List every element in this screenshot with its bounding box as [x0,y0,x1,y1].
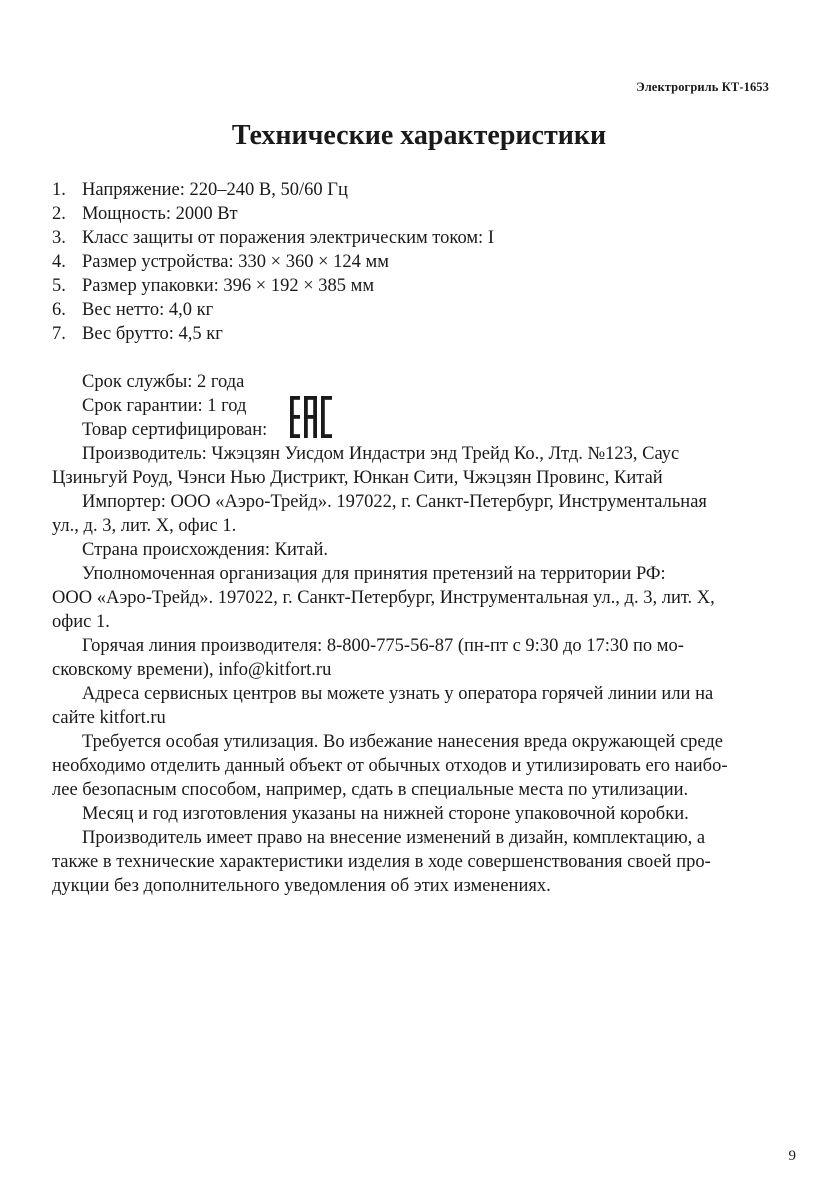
importer-line-1: Импортер: ООО «Аэро-Трейд». 197022, г. Санкт-Петербург, Инструментальная [82,492,707,512]
eac-mark-icon [290,396,332,438]
spec-item [52,298,494,322]
spec-number: 4. [52,252,66,272]
disposal-line-3: лее безопасным способом, например, сдать в специальные места по утилизации. [52,780,689,800]
rights-line-1: Производитель имеет право на внесение изменений в дизайн, комплектацию, а [82,828,706,848]
info-section [52,370,768,898]
spec-text: Класс защиты от поражения электрическим током: I [82,228,494,248]
spec-text: Вес брутто: 4,5 кг [82,324,223,344]
service-centers-line-2: сайте kitfort.ru [52,708,166,728]
manufacturer-line-2: Цзиньгуй Роуд, Чэнси Нью Дистрикт, Юнкан Сити, Чжэцзян Провинс, Китай [52,468,663,488]
spec-item [52,226,494,250]
spec-number: 5. [52,276,66,296]
manufacture-date-note: Месяц и год изготовления указаны на нижней стороне упаковочной коробки. [82,804,689,824]
page-title: Технические характеристики [231,120,607,151]
service-life: Срок службы: 2 года [82,372,245,392]
spec-item [52,178,494,202]
spec-text: Мощность: 2000 Вт [82,204,238,224]
spec-text: Напряжение: 220–240 В, 50/60 Гц [82,180,348,200]
hotline-line-2: сковскому времени), info@kitfort.ru [52,660,332,680]
spec-text: Вес нетто: 4,0 кг [82,300,214,320]
spec-item [52,250,494,274]
warranty-period: Срок гарантии: 1 год [82,396,247,416]
rights-line-2: также в технические характеристики изделия в ходе совершенствования своей про- [52,852,711,872]
rights-line-3: дукции без дополнительного уведомления об этих изменениях. [52,876,551,896]
spec-item [52,202,494,226]
authorized-line-3: офис 1. [52,612,110,632]
spec-list [52,178,494,346]
spec-number: 7. [52,324,66,344]
certified-label: Товар сертифицирован: [82,420,268,440]
spec-text: Размер устройства: 330 × 360 × 124 мм [82,252,389,272]
spec-number: 6. [52,300,66,320]
manufacturer-line-1: Производитель: Чжэцзян Уисдом Индастри энд Трейд Ко., Лтд. №123, Саус [82,444,680,464]
running-head: Электрогриль КТ-1653 [636,80,769,94]
spec-item [52,274,494,298]
country-of-origin: Страна происхождения: Китай. [82,540,328,560]
page-number: 9 [788,1148,796,1164]
certification-block [52,370,768,442]
spec-number: 3. [52,228,66,248]
importer-line-2: ул., д. 3, лит. Х, офис 1. [52,516,237,536]
spec-item [52,322,494,346]
spec-number: 2. [52,204,66,224]
authorized-line-2: ООО «Аэро-Трейд». 197022, г. Санкт-Петербург, Инструментальная ул., д. 3, лит. Х, [52,588,715,608]
spec-number: 1. [52,180,66,200]
authorized-line-1: Уполномоченная организация для принятия претензий на территории РФ: [82,564,666,584]
service-centers-line-1: Адреса сервисных центров вы можете узнать у оператора горячей линии или на [82,684,714,704]
hotline-line-1: Горячая линия производителя: 8-800-775-56-87 (пн-пт с 9:30 до 17:30 по мо- [82,636,684,656]
disposal-line-2: необходимо отделить данный объект от обычных отходов и утилизировать его наибо- [52,756,728,776]
disposal-line-1: Требуется особая утилизация. Во избежание нанесения вреда окружающей среде [82,732,724,752]
spec-text: Размер упаковки: 396 × 192 × 385 мм [82,276,375,296]
